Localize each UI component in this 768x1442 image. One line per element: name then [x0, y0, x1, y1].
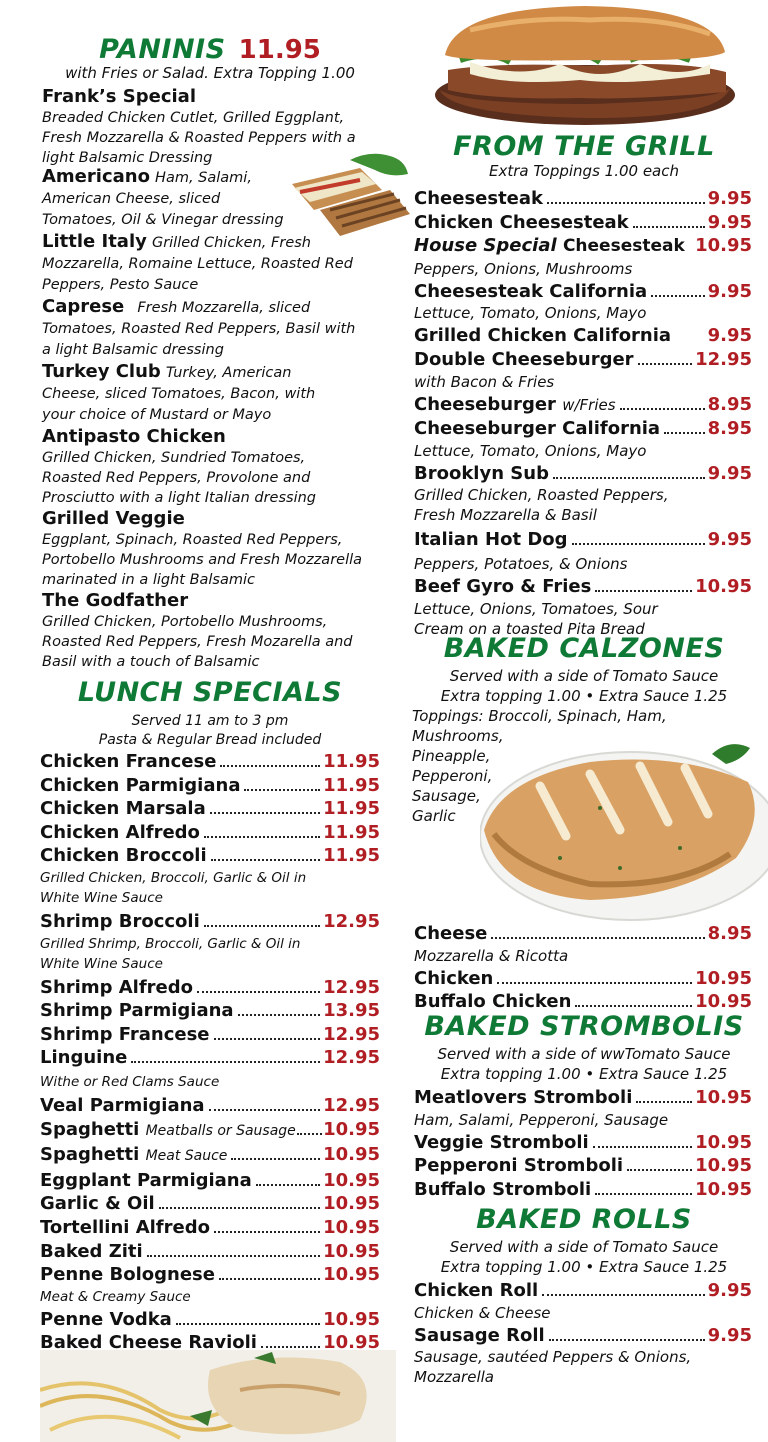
- item-name: Turkey Club: [42, 361, 161, 382]
- item-name: Linguine: [40, 1047, 128, 1069]
- item-price: 12.95: [323, 1023, 380, 1045]
- item-name: Shrimp Broccoli: [40, 910, 200, 932]
- dot-leader: [572, 543, 705, 545]
- item-name: Baked Ziti: [40, 1240, 143, 1262]
- item-name: Pepperoni Stromboli: [414, 1155, 624, 1177]
- item-desc: Sausage, sautéed Peppers & Onions, Mozzarella: [414, 1348, 692, 1387]
- item-name: Grilled Chicken California: [414, 325, 672, 347]
- rolls-sub2: Extra topping 1.00 • Extra Sauce 1.25: [440, 1258, 728, 1276]
- item-price: 10.95: [695, 235, 752, 257]
- item-name: [414, 234, 685, 259]
- item-desc: Fresh Mozzarella, sliced Tomatoes, Roasted Red Peppers, Basil with a light Balsamic dressing: [42, 300, 356, 358]
- menu-row-cheesesteak: [414, 187, 752, 211]
- grill-subtitle: Extra Toppings 1.00 each: [488, 162, 679, 180]
- strombolis-sub1: Served with a side of wwTomato Sauce: [437, 1045, 731, 1063]
- dot-leader: [542, 1294, 704, 1296]
- dot-leader: [620, 408, 705, 410]
- paninis-title: PANINIS: [99, 34, 226, 65]
- menu-row-shrimp-parmigiana: [40, 999, 380, 1023]
- item-name: Cheeseburger California: [414, 418, 661, 440]
- item-name: Shrimp Parmigiana: [40, 1000, 234, 1022]
- menu-row-brooklyn-sub: [414, 462, 752, 486]
- dot-leader: [238, 1014, 321, 1016]
- menu-row-garlic-oil: [40, 1192, 380, 1216]
- dot-leader: [651, 295, 704, 297]
- paninis-subtitle: with Fries or Salad. Extra Topping 1.00: [65, 64, 355, 82]
- dot-leader: [664, 432, 705, 434]
- baked-calzones-title: BAKED CALZONES: [443, 633, 725, 664]
- calzones-list: [414, 922, 752, 1014]
- menu-item-godfather: [42, 590, 378, 672]
- topping-line: Garlic: [412, 807, 456, 825]
- item-name-rest: Cheesesteak: [562, 236, 685, 257]
- item-price: 10.95: [323, 1264, 380, 1286]
- menu-row-italian-hot-dog: [414, 528, 752, 552]
- item-name: Veal Parmigiana: [40, 1094, 205, 1116]
- dot-leader: [214, 1231, 320, 1233]
- cheesesteak-photo-icon: [430, 0, 740, 132]
- menu-row-veggie-stromboli: [414, 1131, 752, 1155]
- dot-leader: [214, 1038, 321, 1040]
- item-price: 10.95: [323, 1332, 380, 1354]
- topping-line: Mushrooms,: [412, 727, 504, 745]
- item-name: Grilled Veggie: [42, 508, 185, 529]
- menu-item-franks-special: [42, 86, 378, 168]
- menu-row-beef-gyro: [414, 575, 752, 599]
- item-name: Chicken Alfredo: [40, 821, 200, 843]
- dot-leader: [547, 202, 705, 204]
- item-name: Chicken: [414, 967, 494, 989]
- menu-item-caprese: [42, 296, 368, 360]
- item-name: Double Cheeseburger: [414, 348, 634, 370]
- dot-leader: [491, 937, 704, 939]
- menu-row-shrimp-broccoli: [40, 910, 380, 934]
- item-desc: Meat & Creamy Sauce: [40, 1288, 191, 1305]
- menu-item-turkey-club: [42, 361, 342, 425]
- menu-row-chicken-francese: [40, 750, 380, 774]
- item-desc: Ham, Salami, American Cheese, sliced Tomatoes, Oil & Vinegar dressing: [42, 170, 284, 228]
- item-price: 10.95: [695, 1131, 752, 1153]
- lunch-specials-list: [40, 750, 380, 1355]
- menu-row-buffalo-stromboli: [414, 1178, 752, 1202]
- menu-row-penne-vodka: [40, 1308, 380, 1332]
- menu-row-double-cheeseburger: [414, 348, 752, 372]
- from-the-grill-title: FROM THE GRILL: [453, 131, 715, 162]
- dot-leader: [176, 1323, 320, 1325]
- item-desc: Grilled Chicken, Broccoli, Garlic & Oil in White Wine Sauce: [40, 869, 307, 906]
- menu-row-meatlovers-stromboli: [414, 1086, 752, 1110]
- baked-rolls-title: BAKED ROLLS: [476, 1204, 692, 1235]
- item-price: 11.95: [323, 751, 380, 772]
- item-name: Frank’s Special: [42, 86, 196, 107]
- item-name: Cheesesteak California: [414, 280, 648, 302]
- item-name: Cheesesteak: [414, 188, 544, 209]
- dot-leader: [231, 1158, 320, 1160]
- pasta-photo-icon: [40, 1350, 396, 1442]
- item-price: 10.95: [695, 1155, 752, 1177]
- item-price: 12.95: [323, 1047, 380, 1069]
- lunch-sub2: Pasta & Regular Bread included: [98, 732, 322, 748]
- item-name: Chicken Cheesesteak: [414, 211, 629, 233]
- calzone-toppings: [412, 706, 712, 826]
- dot-leader: [633, 226, 705, 228]
- item-price: 10.95: [323, 1308, 380, 1330]
- item-desc: Breaded Chicken Cutlet, Grilled Eggplant, Fresh Mozzarella & Roasted Peppers with a light Balsamic Dressing: [42, 110, 356, 166]
- dot-leader: [553, 477, 705, 479]
- menu-row-spaghetti-meat-sauce: [40, 1143, 380, 1169]
- dot-leader: [219, 1278, 320, 1280]
- item-name: Cheese: [414, 923, 488, 944]
- item-price: 8.95: [707, 393, 752, 415]
- item-desc: Grilled Shrimp, Broccoli, Garlic & Oil in White Wine Sauce: [40, 935, 301, 972]
- dot-leader: [159, 1207, 320, 1209]
- menu-row-cheeseburger-california: [414, 417, 752, 441]
- dot-leader: [638, 363, 693, 365]
- item-name: Cheeseburger: [414, 393, 556, 415]
- menu-row-tortellini-alfredo: [40, 1216, 380, 1240]
- dot-leader: [197, 991, 320, 993]
- menu-row-linguine: [40, 1046, 380, 1070]
- dot-leader: [297, 1133, 322, 1135]
- item-price: 10.95: [695, 1087, 752, 1108]
- item-price: 10.95: [695, 575, 752, 597]
- item-note: Meat Sauce: [145, 1148, 228, 1165]
- topping-line: Pineapple,: [412, 747, 491, 765]
- item-name: Spaghetti: [40, 1118, 140, 1140]
- dot-leader: [204, 925, 320, 927]
- item-name: Meatlovers Stromboli: [414, 1087, 633, 1108]
- menu-row-shrimp-alfredo: [40, 976, 380, 1000]
- item-price: 10.95: [323, 1240, 380, 1262]
- item-name: Chicken Broccoli: [40, 845, 207, 867]
- item-price: 12.95: [323, 1094, 380, 1116]
- item-desc: with Bacon & Fries: [414, 372, 555, 391]
- item-price: 8.95: [707, 923, 752, 944]
- dot-leader: [204, 836, 320, 838]
- item-desc: Chicken & Cheese: [414, 1303, 551, 1322]
- item-desc: Peppers, Potatoes, & Onions: [414, 554, 628, 573]
- strombolis-list: [414, 1086, 752, 1201]
- item-price: 9.95: [707, 280, 752, 302]
- item-price: 10.95: [323, 1144, 380, 1166]
- menu-row-penne-bolognese: [40, 1263, 380, 1287]
- dot-leader: [210, 812, 320, 814]
- menu-row-cheesesteak-california: [414, 280, 752, 304]
- grill-list: [414, 187, 752, 639]
- item-name: Shrimp Francese: [40, 1023, 210, 1045]
- item-price: 8.95: [707, 418, 752, 440]
- item-price: 11.95: [323, 798, 380, 820]
- item-desc: Withe or Red Clams Sauce: [40, 1073, 220, 1090]
- menu-row-house-special: [414, 234, 752, 259]
- item-name: Chicken Roll: [414, 1280, 539, 1301]
- item-name: Sausage Roll: [414, 1324, 545, 1346]
- menu-row-baked-cheese-ravioli: [40, 1331, 380, 1355]
- item-name: Americano: [42, 166, 150, 187]
- dot-leader: [244, 789, 320, 791]
- item-price: 9.95: [707, 325, 752, 347]
- item-price: 10.95: [323, 1193, 380, 1215]
- item-name: Tortellini Alfredo: [40, 1216, 210, 1238]
- lunch-specials-title: LUNCH SPECIALS: [77, 677, 343, 708]
- menu-item-antipasto-chicken: [42, 426, 378, 508]
- item-name: Penne Vodka: [40, 1308, 172, 1330]
- item-name: Buffalo Chicken: [414, 991, 572, 1013]
- topping-line: Sausage,: [412, 787, 481, 805]
- menu-row-shrimp-francese: [40, 1023, 380, 1047]
- item-name: Spaghetti: [40, 1144, 140, 1166]
- item-name: Brooklyn Sub: [414, 462, 549, 484]
- item-name: Italian Hot Dog: [414, 529, 568, 551]
- item-price: 11.95: [323, 774, 380, 796]
- menu-row-chicken-parmigiana: [40, 774, 380, 798]
- item-name: Shrimp Alfredo: [40, 976, 193, 998]
- item-name: Beef Gyro & Fries: [414, 575, 592, 597]
- calzones-sub1: Served with a side of Tomato Sauce: [449, 667, 719, 685]
- dot-leader: [261, 1346, 320, 1348]
- item-price: 10.95: [695, 991, 752, 1013]
- dot-leader: [593, 1146, 692, 1148]
- menu-item-little-italy: [42, 231, 372, 295]
- rolls-sub1: Served with a side of Tomato Sauce: [449, 1238, 719, 1256]
- item-price: 12.95: [695, 348, 752, 370]
- dot-leader: [497, 982, 692, 984]
- item-note: w/Fries: [562, 395, 616, 414]
- item-name: The Godfather: [42, 590, 189, 611]
- item-price: 10.95: [323, 1216, 380, 1238]
- item-desc: Lettuce, Onions, Tomatoes, Sour Cream on a toasted Pita Bread: [414, 599, 658, 638]
- item-name: Veggie Stromboli: [414, 1131, 589, 1153]
- item-price: 9.95: [707, 529, 752, 551]
- item-price: 12.95: [323, 976, 380, 998]
- dot-leader: [595, 1193, 692, 1195]
- strombolis-sub2: Extra topping 1.00 • Extra Sauce 1.25: [440, 1065, 728, 1083]
- item-price: 11.95: [323, 821, 380, 843]
- menu-row-chicken-calzone: [414, 967, 752, 991]
- item-name: Eggplant Parmigiana: [40, 1169, 252, 1191]
- item-name: Chicken Parmigiana: [40, 774, 241, 796]
- item-price: 9.95: [707, 211, 752, 233]
- item-price: 9.95: [707, 462, 752, 484]
- paninis-list: [42, 86, 378, 672]
- menu-row-cheese-calzone: [414, 922, 752, 946]
- item-name: Buffalo Stromboli: [414, 1178, 592, 1200]
- item-price: 11.95: [323, 845, 380, 867]
- item-price: 10.95: [695, 967, 752, 989]
- item-desc: Eggplant, Spinach, Roasted Red Peppers, Portobello Mushrooms and Fresh Mozzarella marinated in a light Balsamic: [42, 532, 363, 588]
- menu-item-grilled-veggie: [42, 508, 378, 590]
- dot-leader: [575, 1005, 692, 1007]
- menu-row-sausage-roll: [414, 1324, 752, 1348]
- dot-leader: [636, 1101, 692, 1103]
- menu-row-veal-parmigiana: [40, 1094, 380, 1118]
- dot-leader: [220, 765, 320, 767]
- menu-row-cheeseburger: [414, 393, 752, 418]
- menu-row-baked-ziti: [40, 1240, 380, 1264]
- menu-row-eggplant-parmigiana: [40, 1169, 380, 1193]
- dot-leader: [256, 1184, 320, 1186]
- item-name-italic: House Special: [414, 235, 557, 257]
- item-price: 10.95: [323, 1169, 380, 1191]
- lunch-sub1: Served 11 am to 3 pm: [131, 713, 289, 729]
- item-name: Antipasto Chicken: [42, 426, 226, 447]
- menu-row-spaghetti-meatballs: [40, 1118, 380, 1144]
- dot-leader: [549, 1339, 705, 1341]
- menu-row-pepperoni-stromboli: [414, 1154, 752, 1178]
- menu-item-americano: [42, 166, 292, 230]
- item-desc: Grilled Chicken, Fresh Mozzarella, Romaine Lettuce, Roasted Red Peppers, Pesto Sauce: [42, 235, 353, 293]
- topping-line: Toppings: Broccoli, Spinach, Ham,: [412, 707, 667, 725]
- menu-row-chicken-broccoli: [40, 844, 380, 868]
- menu-row-chicken-roll: [414, 1279, 752, 1303]
- item-price: 12.95: [323, 910, 380, 932]
- item-desc: Grilled Chicken, Roasted Peppers, Fresh Mozzarella & Basil: [414, 486, 669, 525]
- item-name: Chicken Francese: [40, 751, 217, 772]
- item-desc: Grilled Chicken, Portobello Mushrooms, Roasted Red Peppers, Fresh Mozarella and Basil with a touch of Balsamic: [42, 614, 353, 670]
- item-desc: Turkey, American Cheese, sliced Tomatoes, Bacon, with your choice of Mustard or Mayo: [42, 365, 316, 423]
- calzones-sub2: Extra topping 1.00 • Extra Sauce 1.25: [440, 687, 728, 705]
- menu-row-grilled-chicken-california: [414, 324, 752, 348]
- item-name: Chicken Marsala: [40, 798, 206, 820]
- item-desc: Ham, Salami, Pepperoni, Sausage: [414, 1110, 669, 1129]
- item-price: 10.95: [695, 1178, 752, 1200]
- item-price: 9.95: [707, 188, 752, 209]
- item-price: 10.95: [323, 1118, 380, 1140]
- item-price: 13.95: [323, 1000, 380, 1022]
- item-name: Garlic & Oil: [40, 1193, 155, 1215]
- item-name: Caprese: [42, 296, 125, 317]
- item-desc: Lettuce, Tomato, Onions, Mayo: [414, 441, 647, 460]
- item-desc: Peppers, Onions, Mushrooms: [414, 259, 633, 278]
- item-name: Baked Cheese Ravioli: [40, 1332, 257, 1354]
- dot-leader: [627, 1169, 692, 1171]
- item-price: 9.95: [707, 1280, 752, 1301]
- baked-strombolis-title: BAKED STROMBOLIS: [424, 1011, 744, 1042]
- menu-row-chicken-marsala: [40, 797, 380, 821]
- item-desc: Mozzarella & Ricotta: [414, 946, 569, 965]
- dot-leader: [147, 1255, 320, 1257]
- item-desc: Lettuce, Tomato, Onions, Mayo: [414, 304, 647, 323]
- item-desc: Grilled Chicken, Sundried Tomatoes, Roasted Red Peppers, Provolone and Prosciutto with a light Italian dressing: [42, 450, 316, 506]
- item-note: Meatballs or Sausage: [145, 1122, 296, 1139]
- rolls-list: [414, 1279, 752, 1387]
- topping-line: Pepperoni,: [412, 767, 493, 785]
- menu-row-chicken-cheesesteak: [414, 211, 752, 235]
- paninis-price: 11.95: [238, 35, 321, 65]
- item-price: 9.95: [707, 1324, 752, 1346]
- menu-row-chicken-alfredo: [40, 821, 380, 845]
- item-name: Penne Bolognese: [40, 1264, 215, 1286]
- item-name: Little Italy: [42, 231, 147, 252]
- dot-leader: [131, 1061, 320, 1063]
- dot-leader: [209, 1109, 321, 1111]
- dot-leader: [211, 859, 320, 861]
- dot-leader: [595, 590, 692, 592]
